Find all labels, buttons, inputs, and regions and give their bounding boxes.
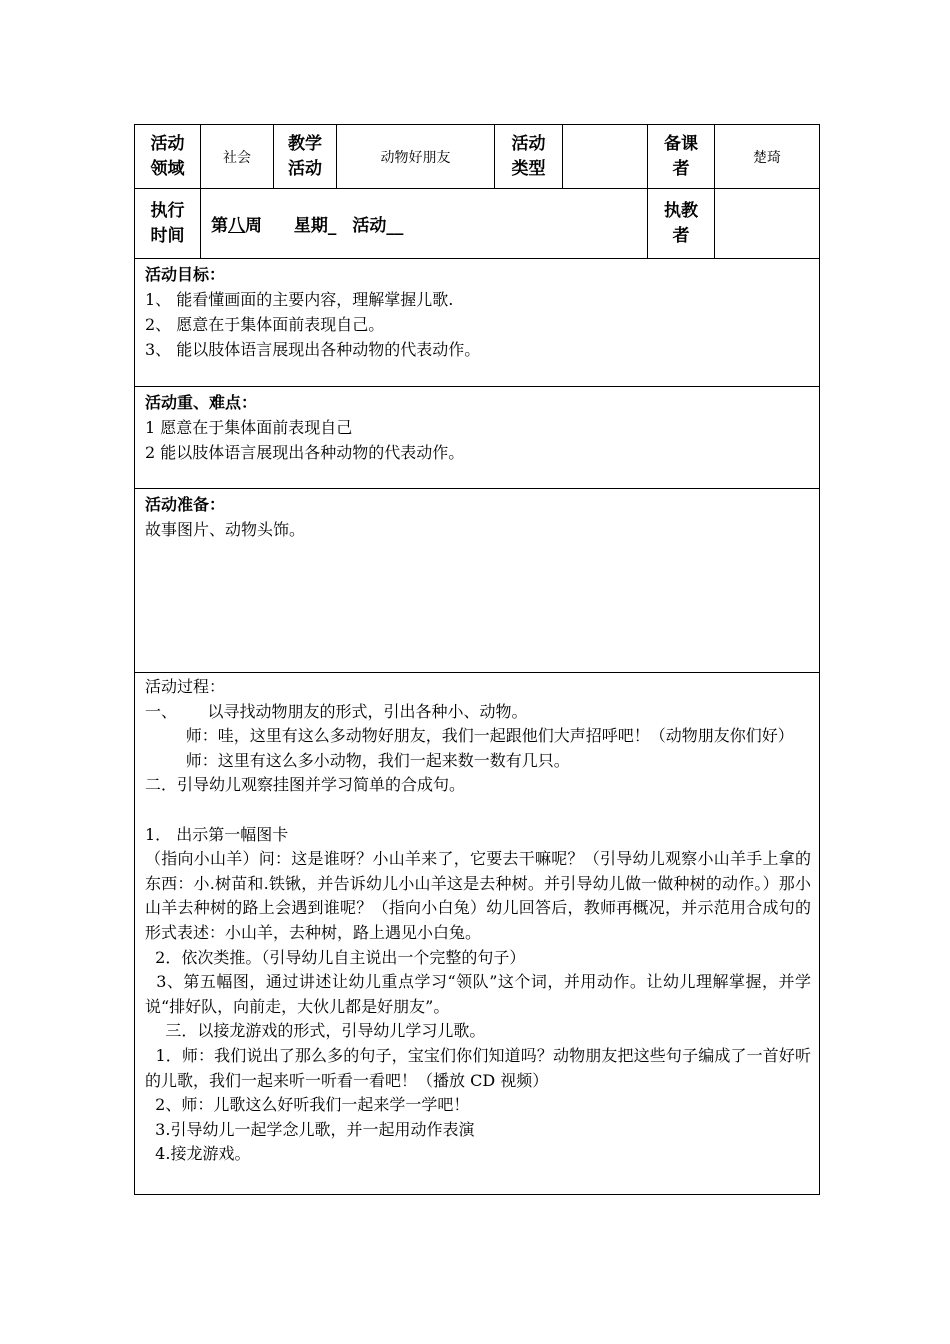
- process-line: 1． 出示第一幅图卡: [145, 824, 289, 844]
- process-line: 一、 以寻找动物朋友的形式，引出各种小、动物。: [145, 701, 528, 721]
- key-points-row: [135, 387, 820, 489]
- type-value: [563, 125, 648, 189]
- key-points-title: 活动重、难点：: [145, 393, 258, 412]
- process-line: 2．依次类推。（引导幼儿自主说出一个完整的句子）: [145, 947, 526, 967]
- preparation-section: [135, 489, 820, 673]
- process-line: 师：这里有这么多小动物，我们一起来数一数有几只。: [145, 750, 570, 770]
- process-line: 4.接龙游戏。: [145, 1144, 251, 1164]
- process-line: （指向小山羊）问：这是谁呀？小山羊来了，它要去干嘛呢？（引导幼儿观察小山羊手上拿的东西：小.树苗和.铁锹，并告诉幼儿小山羊这是去种树。并引导幼儿做一做种树的动作。）那小山羊去种树的路上会遇到谁呢？（指向小白兔）幼儿回答后，教师再概况，并示范用合成句的形式表述：小山羊，去种树，路上遇见小白兔。: [145, 849, 811, 942]
- time-label-text: 执行 时间: [150, 200, 185, 246]
- teaching-label-text: 教学 活动: [288, 133, 322, 179]
- teacher-value: [715, 189, 820, 259]
- process-line: 3、第五幅图，通过讲述让幼儿重点学习“领队”这个词，并用动作。让幼儿理解掌握，并学说“排好队，向前走，大伙儿都是好朋友”。: [145, 972, 811, 1016]
- week-suffix: 周: [245, 216, 262, 236]
- teaching-value: 动物好朋友: [337, 125, 495, 189]
- process-title: 活动过程：: [145, 677, 226, 696]
- preparation-line: 故事图片、动物头饰。: [145, 520, 306, 539]
- domain-label: [135, 125, 201, 189]
- preparation-title: 活动准备：: [145, 495, 226, 514]
- lesson-plan-table: [134, 124, 820, 1195]
- goals-section: [135, 259, 820, 387]
- activity-text: 活动__: [352, 216, 404, 236]
- teacher-label: [648, 189, 715, 259]
- week-value: 八: [228, 216, 245, 236]
- teacher-label-text: 执教 者: [664, 200, 698, 246]
- process-line: 三．以接龙游戏的形式，引导幼儿学习儿歌。: [145, 1021, 486, 1041]
- lesson-plan-sheet: [134, 124, 819, 1195]
- header-row: [135, 125, 820, 189]
- execution-row: [135, 189, 820, 259]
- week-prefix: 第: [211, 216, 228, 236]
- process-line: 2、师：儿歌这么好听我们一起来学一学吧！: [145, 1095, 470, 1115]
- preparer-value: 楚琦: [715, 125, 820, 189]
- goal-line: 2、 愿意在于集体面前表现自己。: [145, 315, 385, 334]
- teaching-label: [274, 125, 337, 189]
- process-section: [135, 673, 820, 1195]
- goal-line: 3、 能以肢体语言展现出各种动物的代表动作。: [145, 340, 481, 359]
- process-line: 1．师：我们说出了那么多的句子，宝宝们你们知道吗？动物朋友把这些句子编成了一首好听的儿歌，我们一起来听一听看一看吧！（播放 CD 视频）: [145, 1045, 812, 1090]
- preparer-label: [648, 125, 715, 189]
- process-line: 二．引导幼儿观察挂图并学习简单的合成句。: [145, 775, 466, 795]
- domain-label-text: 活动 领域: [150, 133, 185, 179]
- day-text: 星期_: [293, 216, 337, 236]
- type-label-text: 活动 类型: [511, 133, 546, 179]
- goal-line: 1、 能看懂画面的主要内容，理解掌握儿歌.: [145, 290, 454, 309]
- type-label: [495, 125, 563, 189]
- process-line: 3.引导幼儿一起学念儿歌，并一起用动作表演: [145, 1119, 475, 1139]
- process-line: 师：哇，这里有这么多动物好朋友，我们一起跟他们大声招呼吧！（动物朋友你们好）: [145, 726, 794, 746]
- key-point-line: 1 愿意在于集体面前表现自己: [145, 418, 353, 437]
- preparation-row: [135, 489, 820, 673]
- process-row: [135, 673, 820, 1195]
- execution-time-value: [201, 189, 648, 259]
- domain-value: 社会: [201, 125, 274, 189]
- time-label: [135, 189, 201, 259]
- key-points-section: [135, 387, 820, 489]
- preparer-label-text: 备课 者: [664, 133, 698, 179]
- process-blank-line: [145, 798, 811, 823]
- goals-row: [135, 259, 820, 387]
- goals-title: 活动目标：: [145, 265, 226, 284]
- key-point-line: 2 能以肢体语言展现出各种动物的代表动作。: [145, 443, 465, 462]
